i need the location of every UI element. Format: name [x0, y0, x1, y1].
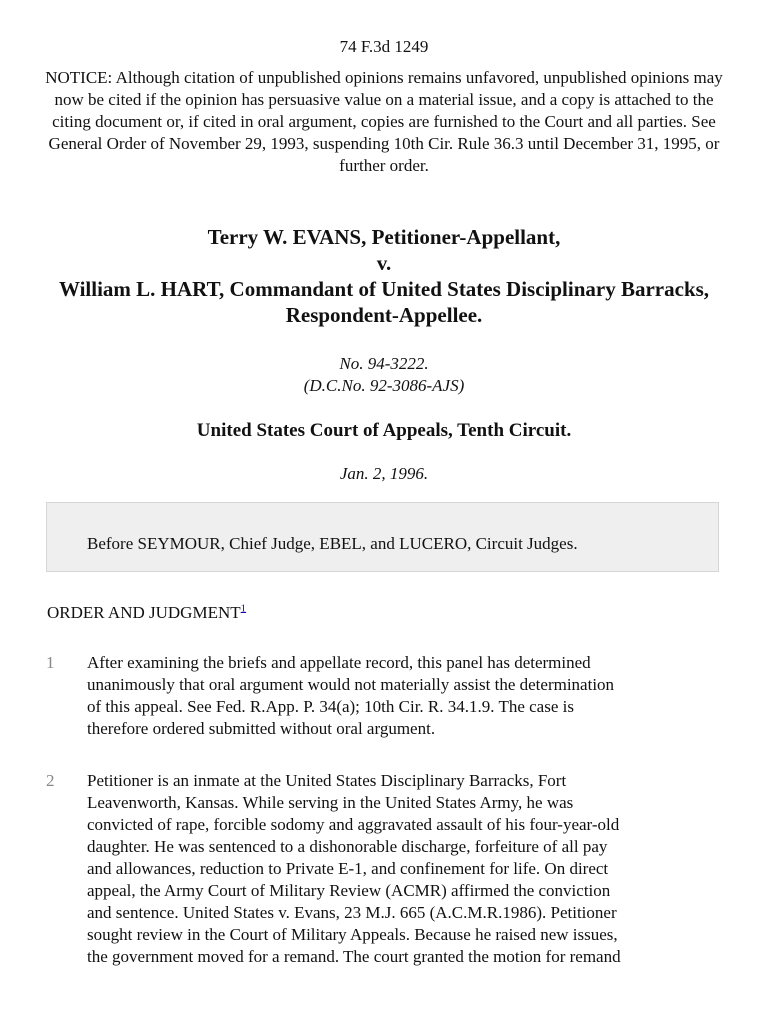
versus-line: v.: [376, 251, 392, 275]
paragraph-line: of this appeal. See Fed. R.App. P. 34(a); 10th Cir. R. 34.1.9. The case is: [87, 697, 574, 716]
paragraph-line: convicted of rape, forcible sodomy and aggravated assault of his four-year-old: [87, 815, 620, 834]
paragraph-text: [87, 770, 723, 968]
paragraph-line: daughter. He was sentenced to a dishonorable discharge, forfeiture of all pay: [87, 837, 608, 856]
paragraph-line: the government moved for a remand. The court granted the motion for remand: [87, 947, 621, 966]
court-name: United States Court of Appeals, Tenth Circuit.: [196, 420, 572, 441]
docket-number: No. 94-3222.: [339, 354, 429, 373]
docket-info: [0, 353, 768, 397]
paragraph-line: sought review in the Court of Military Appeals. Because he raised new issues,: [87, 925, 618, 944]
order-heading: [47, 602, 246, 624]
paragraph-text: [87, 652, 723, 740]
paragraph-number: 1: [46, 653, 55, 672]
paragraph-line: Leavenworth, Kansas. While serving in the United States Army, he was: [87, 793, 574, 812]
paragraph-number: 2: [46, 771, 55, 790]
panel-judges: Before SEYMOUR, Chief Judge, EBEL, and LUCERO, Circuit Judges.: [87, 534, 578, 553]
paragraph-line: and allowances, reduction to Private E-1, and confinement for life. On direct: [87, 859, 609, 878]
district-court-number: (D.C.No. 92-3086-AJS): [303, 376, 465, 395]
paragraph-line: therefore ordered submitted without oral argument.: [87, 719, 436, 738]
footnote-link[interactable]: 1: [240, 602, 247, 615]
unpublished-notice: NOTICE: Although citation of unpublished opinions remains unfavored, unpublished opinions may now be cited if the opinion has persuasive value on a material issue, and a copy is attached to the citing document or, if cited in oral argument, copies are furnished to the Court and all parties. See General Order of November 29, 1993, suspending 10th Cir. Rule 36.3 until December 31, 1995, or further order.: [45, 68, 723, 175]
paragraph-line: and sentence. United States v. Evans, 23 M.J. 665 (A.C.M.R.1986). Petitioner: [87, 903, 617, 922]
paragraph-line: After examining the briefs and appellate record, this panel has determined: [87, 653, 591, 672]
order-heading-text: ORDER AND JUDGMENT: [47, 603, 241, 622]
paragraph-line: appeal, the Army Court of Military Review (ACMR) affirmed the conviction: [87, 881, 611, 900]
citation: 74 F.3d 1249: [339, 37, 429, 56]
respondent-line: William L. HART, Commandant of United States Disciplinary Barracks, Respondent-Appellee.: [58, 277, 710, 327]
paragraph-line: unanimously that oral argument would not materially assist the determination: [87, 675, 615, 694]
decision-date: Jan. 2, 1996.: [339, 464, 429, 483]
case-caption: [30, 224, 738, 328]
petitioner-line: Terry W. EVANS, Petitioner-Appellant,: [207, 225, 561, 249]
paragraph-line: Petitioner is an inmate at the United States Disciplinary Barracks, Fort: [87, 771, 567, 790]
